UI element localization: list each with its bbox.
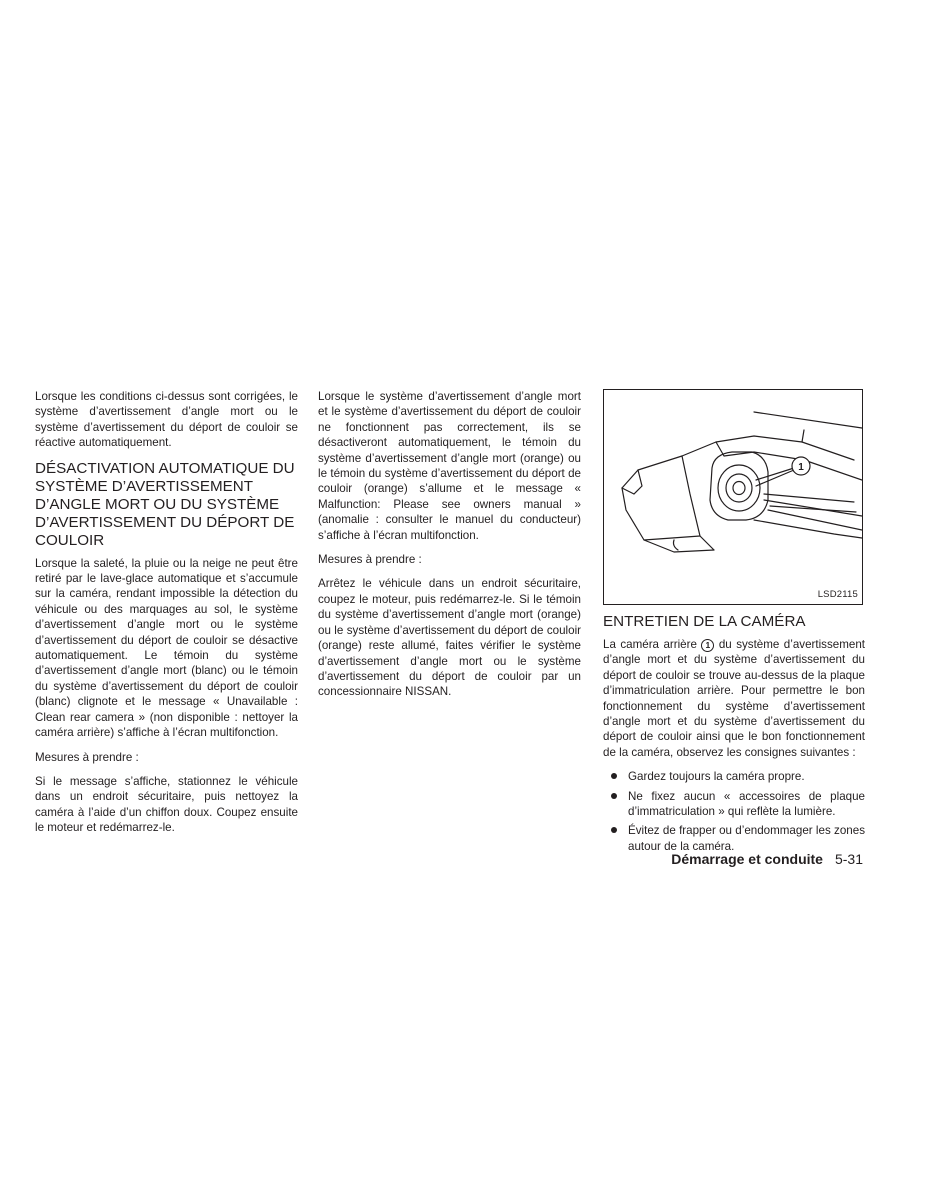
maintenance-list xyxy=(603,769,865,854)
section-heading-camera-maintenance: ENTRETIEN DE LA CAMÉRA xyxy=(603,613,806,630)
camera-text-before: La caméra arrière xyxy=(603,638,697,651)
right-column xyxy=(603,389,865,858)
bullet-icon xyxy=(611,773,617,779)
paragraph-restart-action: Arrêtez le véhicule dans un endroit sécuritaire, coupez le moteur, puis redémarrez-le. Si le témoin du système d’avertissement d’angle mort (orange) ou le système d’avertissement du déport de couloir (orange) reste allumé, faites vérifier le système d’avertissement d’angle mort ou le système d’avertissement du déport de couloir par un concessionnaire NISSAN. xyxy=(318,577,581,699)
list-item-text: Ne fixez aucun « accessoires de plaque d’immatriculation » qui reflète la lumière. xyxy=(628,789,865,819)
paragraph-clean-camera-action: Si le message s’affiche, stationnez le véhicule dans un endroit sécuritaire, puis nettoyez la caméra à l’aide d’un chiffon doux. Coupez ensuite le moteur et redémarrez-le. xyxy=(35,774,298,835)
bullet-icon xyxy=(611,793,617,799)
list-item-text: Évitez de frapper ou d’endommager les zones autour de la caméra. xyxy=(628,824,865,853)
list-item xyxy=(603,789,865,820)
paragraph-reactivation: Lorsque les conditions ci-dessus sont corrigées, le système d’avertissement d’angle mort ou le système d’avertissement du déport de couloir se réactive automatiquement. xyxy=(35,390,298,450)
bullet-icon xyxy=(611,827,617,833)
paragraph-actions-label: Mesures à prendre : xyxy=(35,750,139,764)
list-item-text: Gardez toujours la caméra propre. xyxy=(628,770,805,784)
paragraph-dirt-deactivation: Lorsque la saleté, la pluie ou la neige ne peut être retiré par le lave-glace automatique et s’accumule sur la caméra, rendant impossible la détection du véhicule ou des marquages au sol, le système d’avertissement d’angle mort ou le système d’avertissement du déport de couloir se désactive automatiquement. Le témoin du système d’avertissement d’angle mort (blanc) ou le témoin du système d’avertissement du déport de couloir (blanc) clignote et le message « Unavailable : Clean rear camera » (non disponible : nettoyer la caméra arrière) s’affiche à l’écran multifonction. xyxy=(35,556,298,740)
list-item xyxy=(603,769,865,784)
figure-code: LSD2115 xyxy=(817,588,858,600)
callout-marker: 1 xyxy=(701,639,714,652)
left-column xyxy=(35,389,298,845)
paragraph-camera-location xyxy=(603,637,865,760)
page-footer xyxy=(671,850,863,868)
callout-number: 1 xyxy=(798,462,804,473)
paragraph-actions-label-2: Mesures à prendre : xyxy=(318,553,422,567)
camera-illustration xyxy=(603,389,863,605)
paragraph-malfunction: Lorsque le système d’avertissement d’angle mort et le système d’avertissement du déport de couloir ne fonctionnent pas correctement, ils se désactiveront automatiquement, le témoin du système d’avertissement d’angle mort (orange) ou le témoin du système d’avertissement du déport de couloir (orange) s’allume et le message « Malfunction: Please see owners manual » (anomalie : consulter le manuel du conducteur) s’affiche à l’écran multifonction. xyxy=(318,390,581,542)
middle-column xyxy=(318,389,581,709)
section-heading-auto-deactivation: DÉSACTIVATION AUTOMATIQUE DU SYSTÈME D’AVERTISSEMENT D’ANGLE MORT OU DU SYSTÈME D’AVERTISSEMENT DU DÉPORT DE COULOIR xyxy=(35,459,295,549)
camera-drawing xyxy=(604,390,862,604)
camera-text-after: du système d’avertissement d’angle mort et du système d’avertissement du déport de couloir se trouve au-dessus de la plaque d’immatriculation arrière. Pour permettre le bon fonctionnement du système d’avertissement d’angle mort et du système d’avertissement du déport de couloir ainsi que le bon fonctionnement de la caméra, observez les consignes suivantes : xyxy=(603,638,865,759)
page-number: 5-31 xyxy=(834,851,863,867)
footer-section-title: Démarrage et conduite xyxy=(671,851,823,867)
